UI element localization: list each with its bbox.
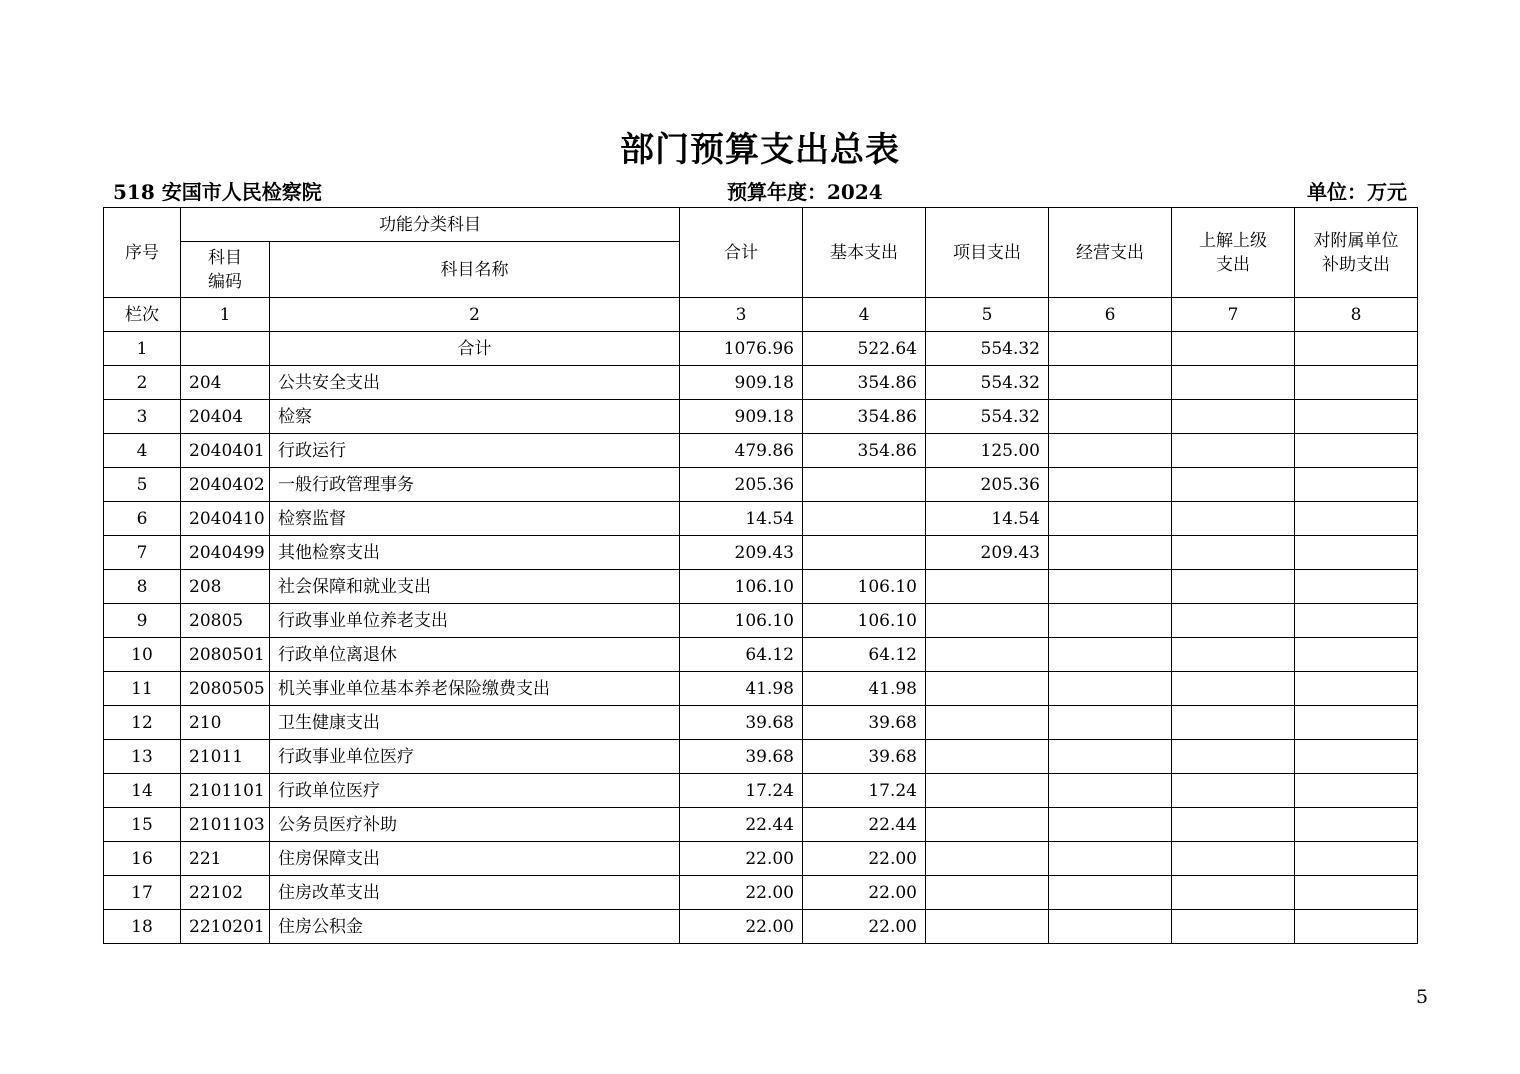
cell-subsidy — [1295, 366, 1418, 400]
cell-upper — [1172, 502, 1295, 536]
cell-project — [926, 706, 1049, 740]
cell-name: 住房保障支出 — [270, 842, 680, 876]
header-total: 合计 — [680, 208, 803, 298]
cell-project: 554.32 — [926, 400, 1049, 434]
cell-operating — [1049, 910, 1172, 944]
cell-subsidy — [1295, 434, 1418, 468]
header-func-group: 功能分类科目 — [181, 208, 680, 242]
cell-total: 909.18 — [680, 366, 803, 400]
cell-project — [926, 604, 1049, 638]
cell-seq: 1 — [104, 332, 181, 366]
table-row — [104, 502, 1418, 536]
cell-upper — [1172, 468, 1295, 502]
cell-project: 554.32 — [926, 366, 1049, 400]
cell-subsidy — [1295, 740, 1418, 774]
table-row — [104, 536, 1418, 570]
header-basic: 基本支出 — [803, 208, 926, 298]
cell-subsidy — [1295, 808, 1418, 842]
cell-operating — [1049, 366, 1172, 400]
cell-seq: 9 — [104, 604, 181, 638]
cell-total: 479.86 — [680, 434, 803, 468]
cell-subsidy — [1295, 672, 1418, 706]
cell-upper — [1172, 876, 1295, 910]
cell-upper — [1172, 434, 1295, 468]
cell-upper — [1172, 842, 1295, 876]
cell-project — [926, 672, 1049, 706]
cell-code: 2040401 — [181, 434, 270, 468]
cell-upper — [1172, 366, 1295, 400]
cell-project: 125.00 — [926, 434, 1049, 468]
cell-basic: 39.68 — [803, 740, 926, 774]
cell-basic: 39.68 — [803, 706, 926, 740]
cell-code: 21011 — [181, 740, 270, 774]
table-row — [104, 842, 1418, 876]
cell-total: 209.43 — [680, 536, 803, 570]
cell-seq: 2 — [104, 366, 181, 400]
cell-seq: 18 — [104, 910, 181, 944]
table-row — [104, 570, 1418, 604]
cell-total: 1076.96 — [680, 332, 803, 366]
cell-upper — [1172, 332, 1295, 366]
column-number: 2 — [270, 298, 680, 332]
cell-total: 17.24 — [680, 774, 803, 808]
cell-subsidy — [1295, 604, 1418, 638]
header-upper: 上解上级 支出 — [1172, 208, 1295, 298]
cell-operating — [1049, 434, 1172, 468]
cell-upper — [1172, 400, 1295, 434]
table-row — [104, 774, 1418, 808]
cell-code: 208 — [181, 570, 270, 604]
header-code: 科目 编码 — [181, 242, 270, 298]
header-operating: 经营支出 — [1049, 208, 1172, 298]
cell-project: 205.36 — [926, 468, 1049, 502]
cell-total: 14.54 — [680, 502, 803, 536]
cell-name: 公共安全支出 — [270, 366, 680, 400]
header-name: 科目名称 — [270, 242, 680, 298]
cell-upper — [1172, 808, 1295, 842]
cell-subsidy — [1295, 876, 1418, 910]
header-seq: 序号 — [104, 208, 181, 298]
cell-basic: 22.00 — [803, 910, 926, 944]
cell-code: 2040410 — [181, 502, 270, 536]
table-row — [104, 808, 1418, 842]
cell-name: 行政单位离退休 — [270, 638, 680, 672]
cell-operating — [1049, 808, 1172, 842]
cell-project: 209.43 — [926, 536, 1049, 570]
cell-code: 2080505 — [181, 672, 270, 706]
table-row — [104, 332, 1418, 366]
table-row — [104, 604, 1418, 638]
column-number: 6 — [1049, 298, 1172, 332]
table-row — [104, 468, 1418, 502]
cell-project — [926, 808, 1049, 842]
cell-seq: 4 — [104, 434, 181, 468]
cell-basic: 354.86 — [803, 366, 926, 400]
cell-basic: 354.86 — [803, 400, 926, 434]
cell-basic: 22.44 — [803, 808, 926, 842]
cell-name: 住房公积金 — [270, 910, 680, 944]
cell-seq: 16 — [104, 842, 181, 876]
cell-total: 22.00 — [680, 876, 803, 910]
table-row — [104, 740, 1418, 774]
cell-seq: 12 — [104, 706, 181, 740]
cell-code: 2080501 — [181, 638, 270, 672]
cell-name: 合计 — [270, 332, 680, 366]
column-number: 4 — [803, 298, 926, 332]
cell-subsidy — [1295, 638, 1418, 672]
cell-basic — [803, 468, 926, 502]
cell-project — [926, 740, 1049, 774]
cell-seq: 3 — [104, 400, 181, 434]
cell-subsidy — [1295, 468, 1418, 502]
cell-name: 行政事业单位养老支出 — [270, 604, 680, 638]
cell-operating — [1049, 502, 1172, 536]
cell-seq: 7 — [104, 536, 181, 570]
cell-name: 检察监督 — [270, 502, 680, 536]
cell-basic: 64.12 — [803, 638, 926, 672]
cell-operating — [1049, 740, 1172, 774]
cell-total: 39.68 — [680, 740, 803, 774]
cell-code: 204 — [181, 366, 270, 400]
cell-subsidy — [1295, 570, 1418, 604]
cell-name: 公务员医疗补助 — [270, 808, 680, 842]
cell-name: 住房改革支出 — [270, 876, 680, 910]
page-title: 部门预算支出总表 — [620, 130, 900, 170]
cell-code — [181, 332, 270, 366]
cell-subsidy — [1295, 842, 1418, 876]
cell-subsidy — [1295, 910, 1418, 944]
cell-total: 205.36 — [680, 468, 803, 502]
column-number: 5 — [926, 298, 1049, 332]
cell-basic: 22.00 — [803, 876, 926, 910]
cell-upper — [1172, 910, 1295, 944]
table-row — [104, 366, 1418, 400]
cell-operating — [1049, 400, 1172, 434]
cell-operating — [1049, 604, 1172, 638]
table-row — [104, 876, 1418, 910]
cell-code: 2101103 — [181, 808, 270, 842]
cell-seq: 15 — [104, 808, 181, 842]
table-row — [104, 400, 1418, 434]
cell-seq: 13 — [104, 740, 181, 774]
cell-upper — [1172, 638, 1295, 672]
cell-project — [926, 570, 1049, 604]
cell-project: 554.32 — [926, 332, 1049, 366]
cell-code: 20805 — [181, 604, 270, 638]
cell-basic: 17.24 — [803, 774, 926, 808]
table-row — [104, 672, 1418, 706]
cell-upper — [1172, 536, 1295, 570]
unit-label: 单位：万元 — [1307, 180, 1407, 204]
cell-seq: 8 — [104, 570, 181, 604]
column-number: 1 — [181, 298, 270, 332]
cell-project — [926, 876, 1049, 910]
cell-seq: 14 — [104, 774, 181, 808]
table-row — [104, 706, 1418, 740]
cell-upper — [1172, 740, 1295, 774]
column-number: 3 — [680, 298, 803, 332]
cell-basic: 354.86 — [803, 434, 926, 468]
cell-subsidy — [1295, 502, 1418, 536]
cell-operating — [1049, 536, 1172, 570]
table-row — [104, 434, 1418, 468]
cell-seq: 10 — [104, 638, 181, 672]
cell-total: 106.10 — [680, 570, 803, 604]
cell-basic: 41.98 — [803, 672, 926, 706]
cell-subsidy — [1295, 536, 1418, 570]
cell-code: 221 — [181, 842, 270, 876]
cell-basic: 522.64 — [803, 332, 926, 366]
cell-total: 22.00 — [680, 910, 803, 944]
cell-operating — [1049, 672, 1172, 706]
cell-operating — [1049, 774, 1172, 808]
cell-name: 行政运行 — [270, 434, 680, 468]
cell-code: 2210201 — [181, 910, 270, 944]
cell-upper — [1172, 672, 1295, 706]
cell-operating — [1049, 332, 1172, 366]
cell-basic — [803, 536, 926, 570]
cell-total: 909.18 — [680, 400, 803, 434]
cell-project: 14.54 — [926, 502, 1049, 536]
column-number: 8 — [1295, 298, 1418, 332]
cell-project — [926, 842, 1049, 876]
cell-seq: 17 — [104, 876, 181, 910]
cell-subsidy — [1295, 774, 1418, 808]
cell-upper — [1172, 706, 1295, 740]
cell-total: 41.98 — [680, 672, 803, 706]
cell-name: 检察 — [270, 400, 680, 434]
cell-upper — [1172, 570, 1295, 604]
cell-project — [926, 774, 1049, 808]
cell-project — [926, 638, 1049, 672]
column-number: 7 — [1172, 298, 1295, 332]
cell-operating — [1049, 842, 1172, 876]
agency-name: 518 安国市人民检察院 — [113, 180, 322, 204]
cell-basic — [803, 502, 926, 536]
cell-name: 一般行政管理事务 — [270, 468, 680, 502]
cell-subsidy — [1295, 400, 1418, 434]
cell-project — [926, 910, 1049, 944]
cell-total: 64.12 — [680, 638, 803, 672]
cell-operating — [1049, 570, 1172, 604]
cell-operating — [1049, 876, 1172, 910]
cell-code: 2040499 — [181, 536, 270, 570]
cell-name: 卫生健康支出 — [270, 706, 680, 740]
table-row — [104, 910, 1418, 944]
cell-operating — [1049, 638, 1172, 672]
budget-year: 预算年度：2024 — [727, 180, 883, 204]
cell-name: 机关事业单位基本养老保险缴费支出 — [270, 672, 680, 706]
cell-code: 2101101 — [181, 774, 270, 808]
cell-total: 22.00 — [680, 842, 803, 876]
column-number: 栏次 — [104, 298, 181, 332]
cell-subsidy — [1295, 706, 1418, 740]
cell-code: 22102 — [181, 876, 270, 910]
page-number: 5 — [1416, 986, 1429, 1008]
cell-name: 其他检察支出 — [270, 536, 680, 570]
header-project: 项目支出 — [926, 208, 1049, 298]
cell-basic: 106.10 — [803, 604, 926, 638]
table-row — [104, 638, 1418, 672]
header-subsidy: 对附属单位 补助支出 — [1295, 208, 1418, 298]
cell-code: 20404 — [181, 400, 270, 434]
cell-operating — [1049, 468, 1172, 502]
cell-code: 2040402 — [181, 468, 270, 502]
cell-name: 行政单位医疗 — [270, 774, 680, 808]
cell-upper — [1172, 774, 1295, 808]
cell-total: 22.44 — [680, 808, 803, 842]
cell-upper — [1172, 604, 1295, 638]
cell-seq: 6 — [104, 502, 181, 536]
cell-subsidy — [1295, 332, 1418, 366]
cell-seq: 11 — [104, 672, 181, 706]
cell-basic: 22.00 — [803, 842, 926, 876]
cell-name: 社会保障和就业支出 — [270, 570, 680, 604]
cell-name: 行政事业单位医疗 — [270, 740, 680, 774]
cell-total: 106.10 — [680, 604, 803, 638]
cell-seq: 5 — [104, 468, 181, 502]
cell-code: 210 — [181, 706, 270, 740]
cell-total: 39.68 — [680, 706, 803, 740]
cell-basic: 106.10 — [803, 570, 926, 604]
budget-table — [103, 207, 1418, 944]
cell-operating — [1049, 706, 1172, 740]
column-number-row — [104, 298, 1418, 332]
